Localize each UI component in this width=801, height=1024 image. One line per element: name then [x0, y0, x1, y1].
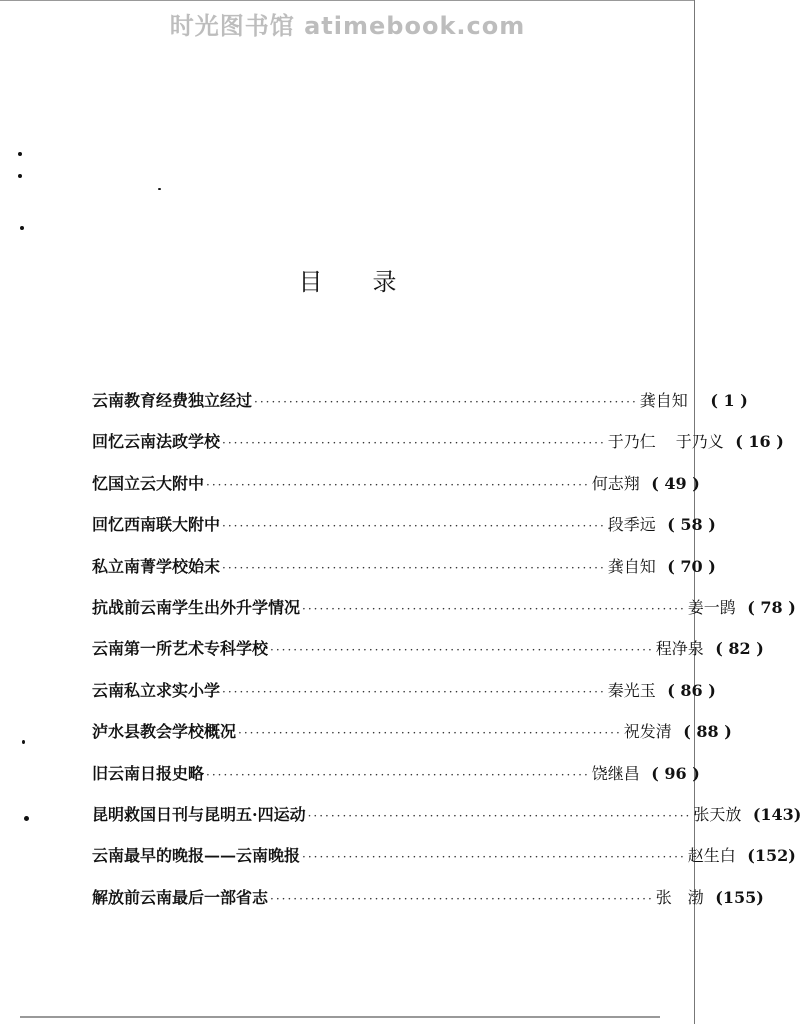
dot-leader: ··································································	[206, 477, 590, 492]
toc-entry-page: (152)	[747, 846, 796, 866]
dot-leader: ··································································	[222, 436, 606, 451]
toc-entry-title: 忆国立云大附中	[92, 473, 205, 493]
toc-entry-author: 祝发清	[623, 722, 672, 742]
toc-entry-title: 云南最早的晚报——云南晚报	[92, 846, 301, 866]
toc-entry[interactable]	[92, 554, 716, 595]
dot-leader: ··································································	[270, 891, 654, 906]
toc-entry-page: ( 86 )	[667, 680, 716, 700]
toc-entry[interactable]	[92, 802, 801, 843]
toc-entry-author: 龚自知	[607, 556, 656, 576]
toc-entry-author: 赵生白	[687, 846, 736, 866]
toc-entry-page: ( 49 )	[651, 473, 700, 493]
toc-entry[interactable]	[92, 761, 700, 802]
scan-speck	[18, 174, 22, 178]
toc-entry-author: 于乃仁	[607, 432, 656, 452]
toc-entry-title: 旧云南日报史略	[92, 763, 205, 783]
dot-leader: ··································································	[302, 601, 686, 616]
dot-leader: ··································································	[302, 850, 686, 865]
toc-entry-page: ( 96 )	[651, 763, 700, 783]
toc-entry-author: 何志翔	[591, 473, 640, 493]
scan-speck	[20, 226, 24, 230]
dot-leader: ··································································	[307, 808, 692, 823]
toc-entry-author: 龚自知	[639, 391, 688, 410]
dot-leader: ··································································	[270, 643, 654, 658]
toc-entry-author: 张天放	[693, 804, 742, 824]
toc-entry[interactable]	[92, 885, 764, 926]
toc-entry-title: 回忆西南联大附中	[92, 515, 221, 535]
table-of-contents	[92, 388, 801, 926]
toc-entry-author: 张 渤	[655, 887, 704, 907]
toc-entry[interactable]	[92, 678, 716, 719]
dot-leader: ··································································	[206, 767, 590, 782]
toc-entry-title: 昆明救国日刊与昆明五·四运动	[92, 804, 306, 824]
toc-entry-author: 程净泉	[655, 639, 704, 659]
toc-entry-page: ( 78 )	[747, 597, 796, 617]
toc-entry-title: 回忆云南法政学校	[92, 432, 221, 452]
page-edge-top	[0, 0, 695, 1]
dot-leader: ··································································	[254, 395, 638, 409]
toc-entry-page: ( 70 )	[667, 556, 716, 576]
toc-entry-page: ( 58 )	[667, 515, 716, 535]
toc-entry-title: 云南教育经费独立经过	[92, 391, 253, 410]
toc-entry[interactable]	[92, 719, 732, 760]
toc-entry-title: 抗战前云南学生出外升学情况	[92, 597, 301, 617]
toc-entry-page: (143)	[752, 804, 801, 824]
dot-leader: ··································································	[222, 684, 606, 699]
toc-entry-author: 秦光玉	[607, 680, 656, 700]
toc-entry-page: ( 1 )	[710, 391, 748, 410]
page-edge-bottom	[20, 1016, 660, 1018]
toc-entry-author: 段季远	[607, 515, 656, 535]
page-title: 目录	[298, 268, 447, 296]
dot-leader: ··································································	[238, 726, 622, 741]
toc-entry-page: ( 88 )	[683, 722, 732, 742]
toc-entry-page: ( 82 )	[715, 639, 764, 659]
toc-entry[interactable]	[92, 512, 716, 553]
toc-entry-coauthor: 于乃义	[675, 432, 724, 452]
toc-entry-page: ( 16 )	[735, 432, 784, 452]
toc-entry[interactable]	[92, 429, 784, 470]
toc-entry-title: 泸水县教会学校概况	[92, 722, 237, 742]
toc-entry-title: 云南第一所艺术专科学校	[92, 639, 269, 659]
dot-leader: ··································································	[222, 560, 606, 575]
toc-entry[interactable]	[92, 595, 796, 636]
toc-entry-title: 云南私立求实小学	[92, 680, 221, 700]
toc-entry-title: 私立南菁学校始末	[92, 556, 221, 576]
watermark: 时光图书馆 atimebook.com	[169, 12, 526, 40]
scan-speck	[22, 740, 25, 744]
scan-speck	[158, 188, 161, 190]
toc-entry[interactable]	[92, 843, 796, 884]
toc-entry-title: 解放前云南最后一部省志	[92, 887, 269, 907]
toc-entry[interactable]	[92, 471, 700, 512]
scan-speck	[18, 152, 22, 156]
toc-entry[interactable]	[92, 388, 748, 429]
toc-entry-author: 姜一鹍	[687, 597, 736, 617]
dot-leader: ··································································	[222, 519, 606, 534]
toc-entry-author: 饶继昌	[591, 763, 640, 783]
toc-entry[interactable]	[92, 636, 764, 677]
page-edge-right	[694, 0, 695, 1024]
scan-speck	[24, 816, 29, 821]
toc-entry-page: (155)	[715, 887, 764, 907]
